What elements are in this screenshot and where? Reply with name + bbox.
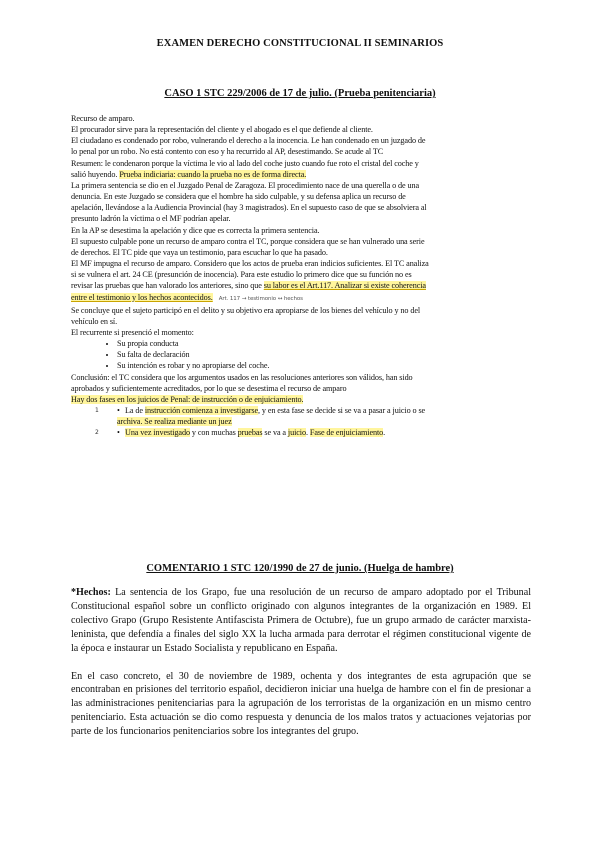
case-line: denuncia. En este Juzgado se considera que el hombre ha sido culpable, y su defensa aplica un recurso de [71, 192, 406, 202]
case-line: aprobados y suficientemente acreditados, por lo que se desestima el recurso de amparo [71, 383, 347, 393]
case-heading [0, 88, 600, 99]
case-line: lo penal por un robo. No está contento con eso y ha recurrido al AP, desestimando. Se acude al TC [71, 147, 384, 157]
highlighted-text: archiva [117, 417, 141, 427]
comment-paragraph [71, 586, 531, 656]
case-line: si se vulnera el art. 24 CE (presunción de inocencia). Para este estudio lo primero dice que su función no es [71, 270, 412, 280]
case-text: , y en esta fase se decide si se va a pasar a juicio o se [258, 406, 426, 416]
case-line: El supuesto culpable pone un recurso de amparo contra el TC, porque considera que se han vulnerado una serie [71, 236, 425, 246]
case-line: apelación, llevándose a la Audiencia Provincial (hay 3 magistrados). En el supuesto caso de que se absolviera al [71, 203, 427, 213]
case-line [71, 394, 531, 405]
highlighted-text: Prueba indiciaria: cuando la prueba no es de forma directa. [119, 169, 307, 179]
case-heading-text: CASO 1 STC 229/2006 de 17 de julio. (Prueba penitenciaria) [164, 88, 436, 99]
highlighted-text: Una vez investigado [125, 428, 190, 438]
case-line: Recurso de amparo. [71, 114, 135, 123]
comment-paragraph: En el caso concreto, el 30 de noviembre de 1989, ochenta y dos integrantes de esta agrupación que se encontraban en prisiones del territorio español, decidieron iniciar una huelga de hambre con el fin de presionar a las administraciones penitenciarias para la agrupación de los terroristas de la organización en un mismo centro penitenciario. Esta actuación se dio como respuesta y denuncia de los malos tratos y actuaciones vejatorias por parte de los funcionarios penitenciarios sobre los integrantes del grupo. [71, 670, 531, 738]
page-title: EXAMEN DERECHO CONSTITUCIONAL II SEMINARIOS [156, 38, 444, 49]
highlighted-text: instrucción comienza a investigarse [144, 406, 258, 416]
case-text: salió huyendo. [71, 169, 120, 179]
handwritten-number: 2 [95, 429, 99, 437]
phase-list [71, 405, 531, 438]
case-line: de derechos. El TC pide que vaya un testimonio, para escuchar lo que ha pasado. [71, 247, 328, 257]
case-text: se va a [262, 428, 288, 438]
case-line: El MF impugna el recurso de amparo. Considero que los actos de prueba eran indicios suficientes. El TC analiza [71, 259, 429, 269]
case-line [71, 280, 531, 291]
case-line: El recurrente si presenció el momento: [71, 327, 194, 337]
case-text: . [383, 428, 386, 438]
highlighted-text: juicio [287, 428, 306, 438]
case-text: La de [125, 406, 145, 416]
case-text: . [305, 428, 310, 438]
facts-label: *Hechos: [71, 587, 111, 598]
comment-heading [0, 563, 600, 574]
case-line: presunto ladrón la víctima o el MF podrían apelar. [71, 214, 231, 224]
case-line: El procurador sirve para la representación del cliente y el abogado es el que defiende al cliente. [71, 125, 373, 135]
case-line: El ciudadano es condenado por robo, vulnerando el derecho a la inocencia. Le han condenado en un juzgado de [71, 136, 426, 146]
case-line: La primera sentencia se dio en el Juzgado Penal de Zaragoza. El procedimiento nace de una querella o de una [71, 180, 420, 190]
case-line: Resumen: le condenaron porque la víctima le vio al lado del coche justo cuando fue roto el cristal del coche y [71, 158, 419, 168]
case-line: Conclusión: el TC considera que los argumentos usados en las resoluciones anteriores son válidos, han sido [71, 372, 413, 382]
handwritten-number: 1 [95, 407, 99, 415]
comment-heading-text: COMENTARIO 1 STC 120/1990 de 27 de junio. (Huelga de hambre) [146, 563, 454, 574]
bullet-list [71, 338, 531, 371]
bullet-icon: • [117, 428, 120, 438]
highlighted-text: . Se realiza mediante un juez [140, 417, 232, 427]
comment-body [71, 586, 531, 753]
case-line: Se concluye que el sujeto participó en el delito y su objetivo era apropiarse de los bienes del vehículo y no del [71, 305, 421, 315]
case-body [71, 113, 531, 439]
highlighted-text: pruebas [237, 428, 263, 438]
list-item: • Su intención es robar y no apropiarse del coche. [117, 360, 531, 371]
highlighted-text: entre el testimonio y los hechos acontecidos. [71, 292, 213, 302]
bullet-icon: • [117, 406, 120, 416]
case-line [71, 292, 531, 305]
case-line: vehículo en sí. [71, 316, 118, 326]
handwritten-note: Art. 117 → testimonio ↔ hechos [218, 295, 303, 302]
list-item [117, 416, 531, 427]
case-text: revisar las pruebas que han valorado los anteriores, sino que [71, 281, 264, 291]
case-line [71, 169, 531, 180]
list-item: • Su propia conducta [117, 338, 531, 349]
case-text: y con muchas [189, 428, 238, 438]
case-line: En la AP se desestima la apelación y dice que es correcta la primera sentencia. [71, 225, 320, 235]
highlighted-text: su labor es el Art.117. Analizar si existe coherencia [263, 281, 426, 291]
comment-text: La sentencia de los Grapo, fue una resolución de un recurso de amparo adoptado por el Tribunal Constitucional español sobre un conflicto originado con algunos integrantes de la organización en 1989. El colectivo Grapo (Grupo Resistente Antifascista Primera de Octubre), fue un grupo armado de carácter marxista-leninista, que defendía a finales del siglo XX la lucha armada para derrotar el régimen constitucional vigente de la época e instaurar un Estado Socialista y republicano en España. [71, 587, 531, 654]
highlighted-text: Hay dos fases en los juicios de Penal: de instrucción o de enjuiciamiento. [71, 394, 304, 404]
list-item: • Su falta de declaración [117, 349, 531, 360]
list-item [95, 405, 531, 416]
highlighted-text: Fase de enjuiciamiento [309, 428, 384, 438]
list-item [95, 427, 531, 438]
